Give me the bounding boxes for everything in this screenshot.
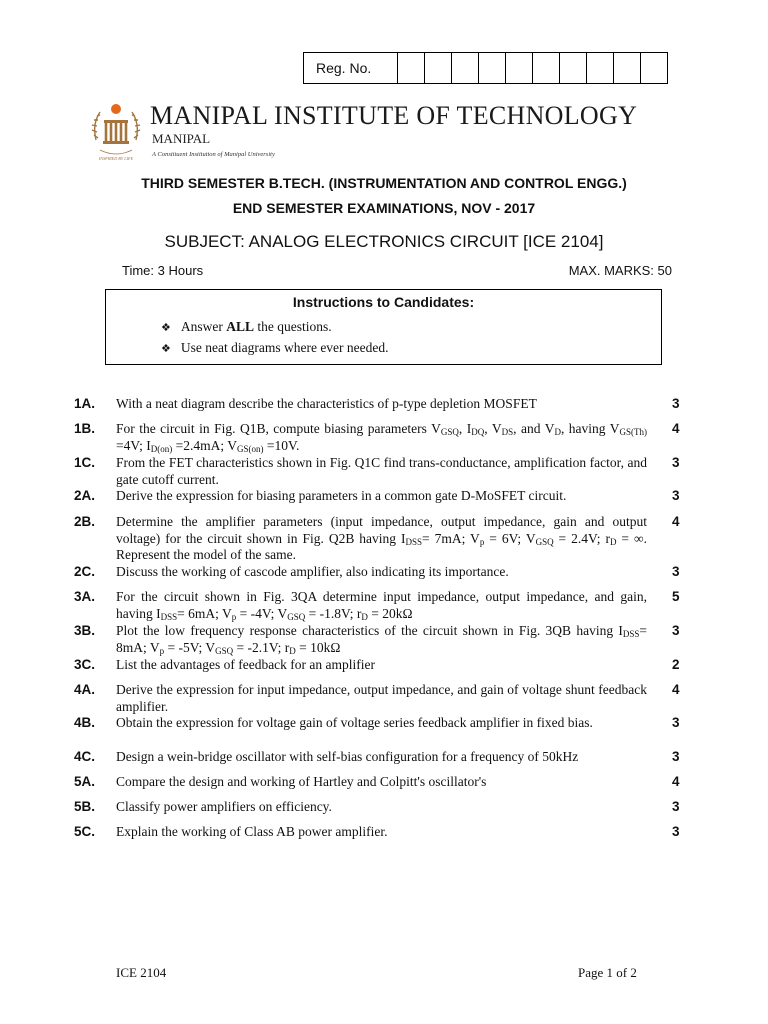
question-number: 4C. — [74, 749, 96, 764]
institute-city: MANIPAL — [152, 131, 211, 146]
question-text: Obtain the expression for voltage gain of voltage series feedback amplifier in fixed bias. — [116, 715, 593, 730]
question-number: 3B. — [74, 623, 96, 638]
question-number: 2A. — [74, 488, 96, 503]
question-text: With a neat diagram describe the characteristics of p-type depletion MOSFET — [116, 396, 537, 411]
question-number: 2B. — [74, 514, 96, 529]
instructions-title: Instructions to Candidates: — [292, 294, 475, 310]
question-text: For the circuit shown in Fig. 3QA determine input impedance, output impedance, and gain, having $I_{DSS}= 6mA$; $V_p = -4V$; $V_{GSQ} = -1.8V$; $r_D = 20k\Omega$ — [116, 589, 647, 622]
reg-no-label: Reg. No. — [304, 53, 398, 83]
question-number: 4B. — [74, 715, 96, 730]
question-number: 2C. — [74, 564, 96, 579]
question-marks: 2 — [672, 657, 680, 672]
question-number: 5A. — [74, 774, 96, 789]
question-number: 3A. — [74, 589, 96, 604]
question-number: 1C. — [74, 455, 96, 470]
question-text: For the circuit in Fig. Q1B, compute biasing parameters $V_{GSQ}$, $I_{DQ}$, $V_{DS}$, and $V_D$, having $V_{GS(Th)} =4V$; $I_{D(on)} =2.4mA$; $V_{GS(on)} =10V$. — [116, 421, 648, 454]
footer-page-number: Page 1 of 2 — [578, 965, 637, 980]
question-text: List the advantages of feedback for an amplifier — [116, 657, 376, 672]
question-marks: 3 — [672, 488, 680, 503]
question-number: 1A. — [74, 396, 96, 411]
question-marks: 5 — [672, 589, 680, 604]
reg-no-cell — [641, 53, 667, 83]
reg-no-cell — [398, 53, 425, 83]
question-number: 3C. — [74, 657, 96, 672]
question-text: Derive the expression for input impedance, output impedance, and gain of voltage shunt feedback amplifier. — [116, 682, 647, 714]
semester-heading: THIRD SEMESTER B.TECH. (INSTRUMENTATION AND CONTROL ENGG.) — [141, 175, 627, 191]
institute-constituent-note: A Constituent Institution of Manipal University — [152, 151, 275, 158]
question-text: From the FET characteristics shown in Fig. Q1C find trans-conductance, amplification factor, and gate cutoff current. — [116, 455, 647, 487]
question-marks: 3 — [672, 749, 680, 764]
reg-no-cell — [614, 53, 641, 83]
reg-no-cell — [425, 53, 452, 83]
question-text: Derive the expression for biasing parameters in a common gate D-MoSFET circuit. — [116, 488, 567, 503]
question-marks: 3 — [672, 715, 680, 730]
question-text: Design a wein-bridge oscillator with self-bias configuration for a frequency of 50kHz — [116, 749, 579, 764]
question-text: Classify power amplifiers on efficiency. — [116, 799, 332, 814]
reg-no-cell — [533, 53, 560, 83]
question-marks: 3 — [672, 799, 680, 814]
question-text: Discuss the working of cascode amplifier, also indicating its importance. — [116, 564, 509, 579]
question-number: 5C. — [74, 824, 96, 839]
question-marks: 4 — [672, 774, 680, 789]
reg-no-cell — [506, 53, 533, 83]
reg-no-cell — [560, 53, 587, 83]
max-marks: MAX. MARKS: 50 — [568, 263, 672, 278]
question-marks: 3 — [672, 623, 680, 638]
question-marks: 3 — [672, 396, 680, 411]
question-marks: 4 — [672, 421, 680, 436]
subject-heading: SUBJECT: ANALOG ELECTRONICS CIRCUIT [ICE 2104] — [164, 232, 604, 251]
svg-text:INSPIRED BY LIFE: INSPIRED BY LIFE — [98, 156, 134, 161]
instruction-item — [161, 319, 332, 335]
institute-logo-icon — [88, 100, 144, 162]
question-marks: 3 — [672, 455, 680, 470]
question-text: Determine the amplifier parameters (input impedance, output impedance, gain and output voltage) for the circuit shown in Fig. Q2B having $I_{DSS}= 7mA$; $V_p = 6V$; $V_{GSQ} = 2.4V$; $r_D$ = ∞. Represent the model of the same. — [116, 514, 648, 562]
question-marks: 3 — [672, 824, 680, 839]
question-number: 4A. — [74, 682, 96, 697]
institute-name: MANIPAL INSTITUTE OF TECHNOLOGY — [150, 101, 638, 130]
reg-no-box — [303, 52, 668, 84]
exam-duration: Time: 3 Hours — [122, 263, 204, 278]
question-marks: 4 — [672, 682, 680, 697]
footer-course-code: ICE 2104 — [116, 965, 167, 980]
question-text: Explain the working of Class AB power amplifier. — [116, 824, 388, 839]
instruction-text: Answer ALL the questions. — [180, 319, 332, 334]
diamond-bullet-icon: ❖ — [161, 321, 171, 334]
diamond-bullet-icon: ❖ — [161, 342, 171, 355]
reg-no-cell — [479, 53, 506, 83]
question-marks: 4 — [672, 514, 680, 529]
instruction-item — [161, 340, 389, 356]
instructions-box — [105, 289, 662, 365]
reg-no-cell — [452, 53, 479, 83]
reg-no-cell — [587, 53, 614, 83]
exam-heading: END SEMESTER EXAMINATIONS, NOV - 2017 — [232, 200, 536, 216]
instruction-text: Use neat diagrams where ever needed. — [180, 340, 389, 355]
question-marks: 3 — [672, 564, 680, 579]
question-number: 1B. — [74, 421, 96, 436]
question-text: Plot the low frequency response characteristics of the circuit shown in Fig. 3QB having $I_{DSS}= 8mA$; $V_p = -5V$; $V_{GSQ} = -2.1V$; $r_D = 10k\Omega$ — [116, 623, 647, 656]
question-text: Compare the design and working of Hartley and Colpitt's oscillator's — [116, 774, 487, 789]
question-number: 5B. — [74, 799, 96, 814]
